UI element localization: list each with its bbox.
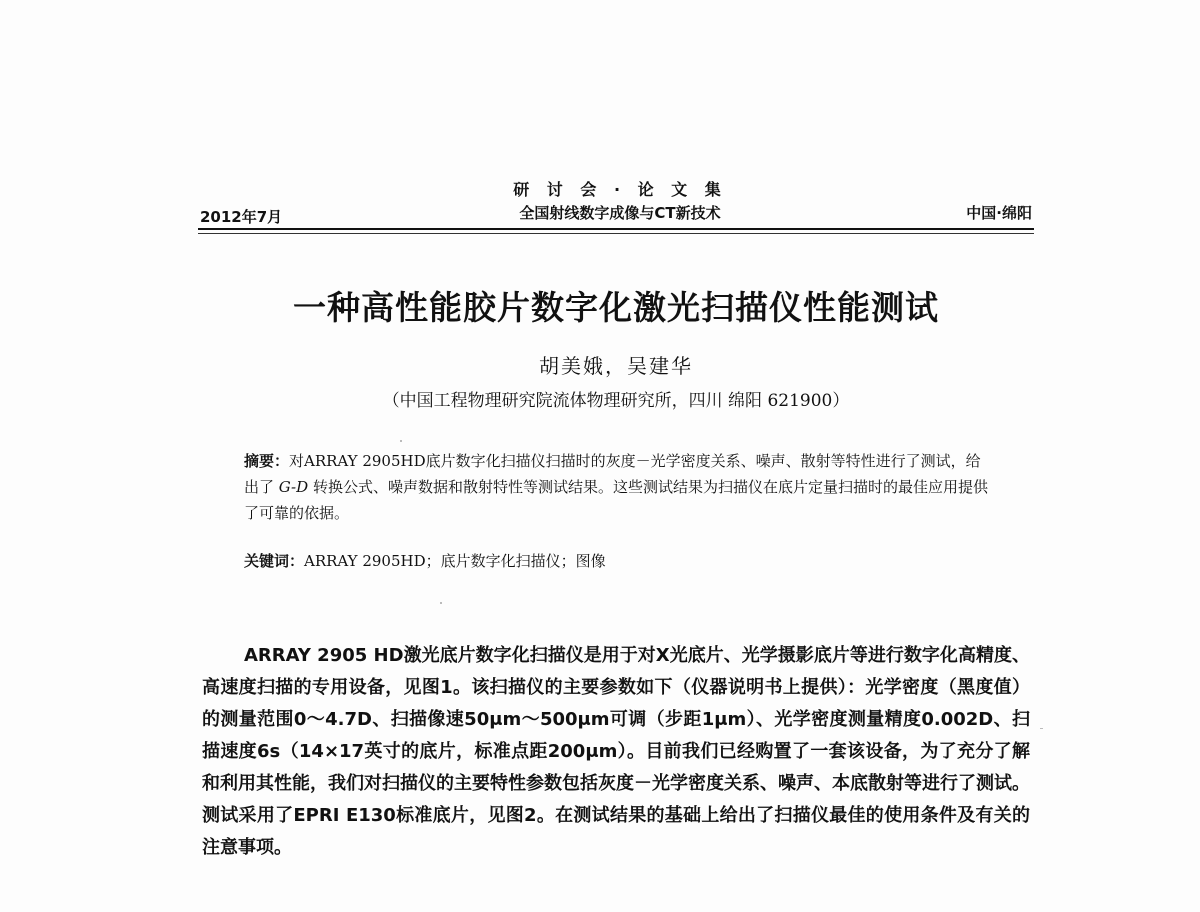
header-location: 中国·绵阳 [966, 204, 1032, 222]
paper-authors: 胡美娥，吴建华 [539, 354, 693, 378]
header-conference: 全国射线数字成像与CT新技术 [519, 204, 721, 222]
abstract-text-1: 对ARRAY 2905HD底片数字化扫描仪扫描时的灰度－光学密度关系、噪声、散射等特性进行了测试，给出了 [244, 452, 981, 496]
abstract-label: 摘要： [244, 452, 290, 470]
running-header [440, 178, 800, 224]
abstract-text-2: 转换公式、噪声数据和散射特性等测试结果。这些测试结果为扫描仪在底片定量扫描时的最佳应用提供了可靠的依据。 [244, 478, 988, 522]
header-date: 2012年7月 [200, 208, 283, 226]
header-rule [198, 228, 1034, 230]
keywords [244, 548, 992, 574]
scan-speck [440, 602, 442, 604]
header-series: 研 讨 会 · 论 文 集 [513, 180, 727, 199]
paper-title: 一种高性能胶片数字化激光扫描仪性能测试 [293, 288, 939, 327]
scan-speck [1040, 728, 1043, 729]
abstract [244, 448, 992, 526]
keywords-text: ARRAY 2905HD；底片数字化扫描仪；图像 [304, 552, 606, 570]
keywords-label: 关键词： [244, 552, 305, 570]
header-rule-thin [198, 233, 1034, 234]
paper-affiliation: （中国工程物理研究院流体物理研究所，四川 绵阳 621900） [382, 391, 850, 411]
scan-speck [400, 440, 402, 442]
abstract-gd: G-D [278, 478, 309, 496]
body-paragraph: ARRAY 2905 HD激光底片数字化扫描仪是用于对X光底片、光学摄影底片等进行数字化高精度、高速度扫描的专用设备，见图1。该扫描仪的主要参数如下（仪器说明书上提供）：光学密度（黑度值）的测量范围0～4.7D、扫描像速50μm～500μm可调（步距1μm）、光学密度测量精度0.002D、扫描速度6s（14×17英寸的底片，标准点距200μm）。目前我们已经购置了一套该设备，为了充分了解和利用其性能，我们对扫描仪的主要特性参数包括灰度－光学密度关系、噪声、本底散射等进行了测试。测试采用了EPRI E130标准底片，见图2。在测试结果的基础上给出了扫描仪最佳的使用条件及有关的注意事项。 [202, 645, 1030, 858]
